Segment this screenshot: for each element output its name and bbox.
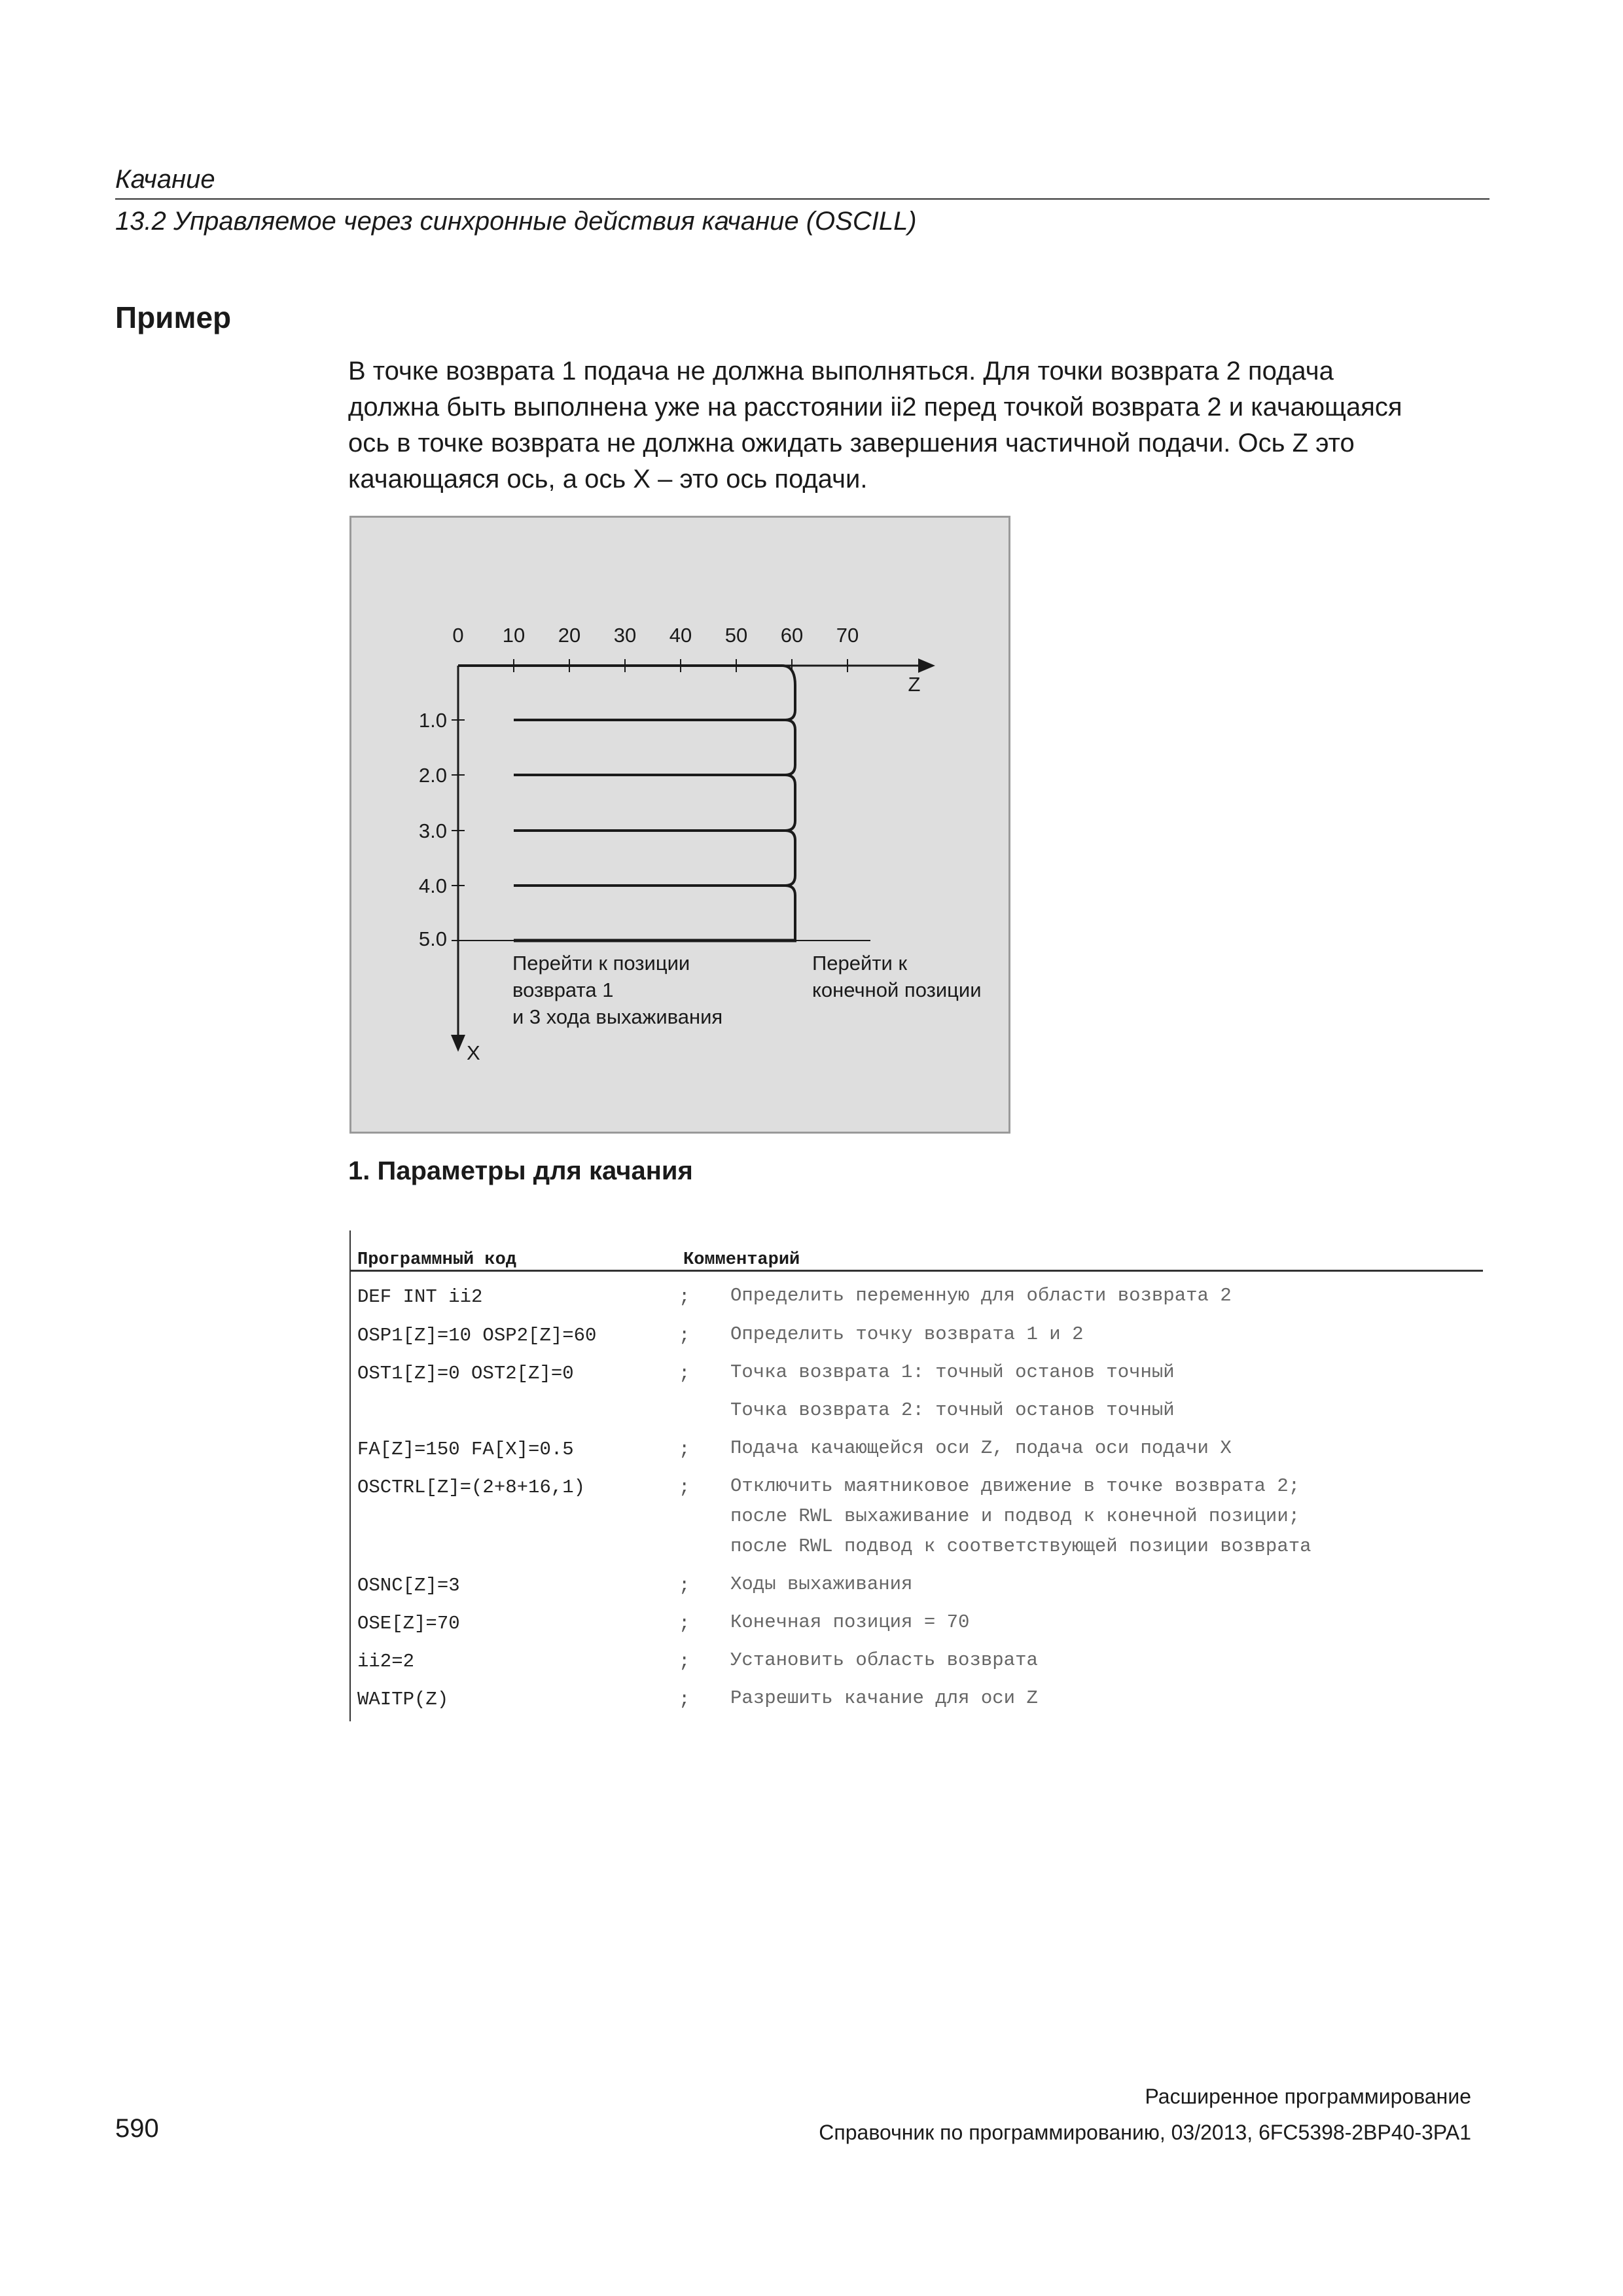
x-axis-label: X [467, 1041, 480, 1064]
comment-line: Точка возврата 1: точный останов точный [730, 1361, 1175, 1383]
label-line: конечной позиции [812, 978, 982, 1001]
label-line: и 3 хода выхаживания [512, 1005, 723, 1028]
code-cell: OSCTRL[Z]=(2+8+16,1) [357, 1477, 586, 1498]
z-tick-label: 0 [452, 624, 464, 647]
intro-line: должна быть выполнена уже на расстоянии ii2 перед точкой возврата 2 и качающаяся [348, 393, 1402, 422]
comment-cell [730, 1395, 1175, 1426]
code-cell: OSNC[Z]=3 [357, 1575, 460, 1596]
z-tick-label: 20 [558, 624, 581, 647]
label-line: возврата 1 [512, 978, 614, 1001]
semicolon: ; [679, 1689, 690, 1710]
comment-line: Подача качающейся оси Z, подача оси подачи X [730, 1437, 1232, 1459]
column-header-code: Программный код [357, 1250, 517, 1270]
footer-doc-title: Расширенное программирование [1145, 2085, 1471, 2108]
semicolon: ; [679, 1651, 690, 1672]
oscillation-figure [349, 516, 1010, 1134]
intro-line: В точке возврата 1 подача не должна выполняться. Для точки возврата 2 подача [348, 357, 1334, 386]
comment-cell [730, 1357, 1175, 1388]
comment-line: после RWL выхаживание и подвод к конечной позиции; [730, 1505, 1300, 1527]
comment-cell [730, 1607, 969, 1638]
comment-line: Отключить маятниковое движение в точке возврата 2; [730, 1475, 1300, 1497]
x-tick-label: 3.0 [418, 819, 447, 842]
comment-line: Определить переменную для области возврата 2 [730, 1285, 1232, 1306]
z-tick-label: 70 [836, 624, 859, 647]
comment-cell [730, 1645, 1038, 1676]
code-cell: FA[Z]=150 FA[X]=0.5 [357, 1439, 574, 1460]
intro-paragraph [348, 353, 1500, 497]
intro-line: ось в точке возврата не должна ожидать завершения частичной подачи. Ось Z это [348, 429, 1355, 457]
comment-cell [730, 1319, 1084, 1350]
oscillation-path [458, 666, 795, 941]
comment-cell [730, 1570, 912, 1600]
comment-line: Точка возврата 2: точный останов точный [730, 1399, 1175, 1421]
z-axis-arrow [918, 658, 935, 673]
code-cell: OST1[Z]=0 OST2[Z]=0 [357, 1363, 574, 1384]
semicolon: ; [679, 1613, 690, 1634]
footer-doc-reference: Справочник по программированию, 03/2013, 6FC5398-2BP40-3PA1 [819, 2121, 1471, 2144]
table-header-rule [349, 1270, 1483, 1272]
x-tick-label: 2.0 [418, 764, 447, 787]
header-section: 13.2 Управляемое через синхронные действия качание (OSCILL) [115, 207, 917, 236]
z-tick-label: 60 [780, 624, 804, 647]
label-return-1 [512, 950, 722, 1030]
comment-line: Определить точку возврата 1 и 2 [730, 1323, 1084, 1345]
x-axis-arrow [451, 1035, 465, 1052]
comment-cell [730, 1433, 1232, 1463]
code-cell: WAITP(Z) [357, 1689, 449, 1710]
table-left-rule [349, 1230, 351, 1721]
comment-line: Установить область возврата [730, 1649, 1038, 1671]
label-end-position [812, 950, 982, 1003]
semicolon: ; [679, 1439, 690, 1460]
comment-cell [730, 1683, 1038, 1713]
z-tick-label: 50 [724, 624, 748, 647]
section-title: Пример [115, 300, 232, 334]
semicolon: ; [679, 1575, 690, 1596]
comment-line: Конечная позиция = 70 [730, 1611, 970, 1633]
z-tick-label: 10 [502, 624, 526, 647]
header-rule [115, 198, 1489, 200]
header-chapter: Качание [115, 165, 215, 194]
semicolon: ; [679, 1325, 690, 1346]
comment-line: после RWL подвод к соответствующей позиции возврата [730, 1535, 1311, 1557]
comment-cell [730, 1471, 1311, 1562]
x-tick-label: 4.0 [418, 874, 447, 897]
semicolon: ; [679, 1477, 690, 1498]
label-line: Перейти к [812, 952, 908, 975]
x-tick-label: 5.0 [418, 927, 447, 950]
code-cell: ii2=2 [357, 1651, 415, 1672]
column-header-comment: Комментарий [683, 1250, 800, 1270]
comment-line: Разрешить качание для оси Z [730, 1687, 1038, 1709]
intro-line: качающаяся ось, а ось X – это ось подачи. [348, 465, 868, 493]
comment-line: Ходы выхаживания [730, 1573, 913, 1595]
comment-cell [730, 1281, 1232, 1311]
x-tick-label: 1.0 [418, 709, 447, 732]
sub-title: 1. Параметры для качания [348, 1157, 693, 1185]
oscillation-diagram [351, 518, 1008, 1132]
label-line: Перейти к позиции [512, 952, 690, 975]
z-tick-label: 40 [669, 624, 692, 647]
semicolon: ; [679, 1363, 690, 1384]
semicolon: ; [679, 1286, 690, 1308]
code-cell: OSP1[Z]=10 OSP2[Z]=60 [357, 1325, 597, 1346]
z-tick-label: 30 [613, 624, 637, 647]
code-cell: OSE[Z]=70 [357, 1613, 460, 1634]
z-axis-label: Z [908, 673, 921, 696]
page-number: 590 [115, 2114, 159, 2143]
code-cell: DEF INT ii2 [357, 1286, 483, 1308]
